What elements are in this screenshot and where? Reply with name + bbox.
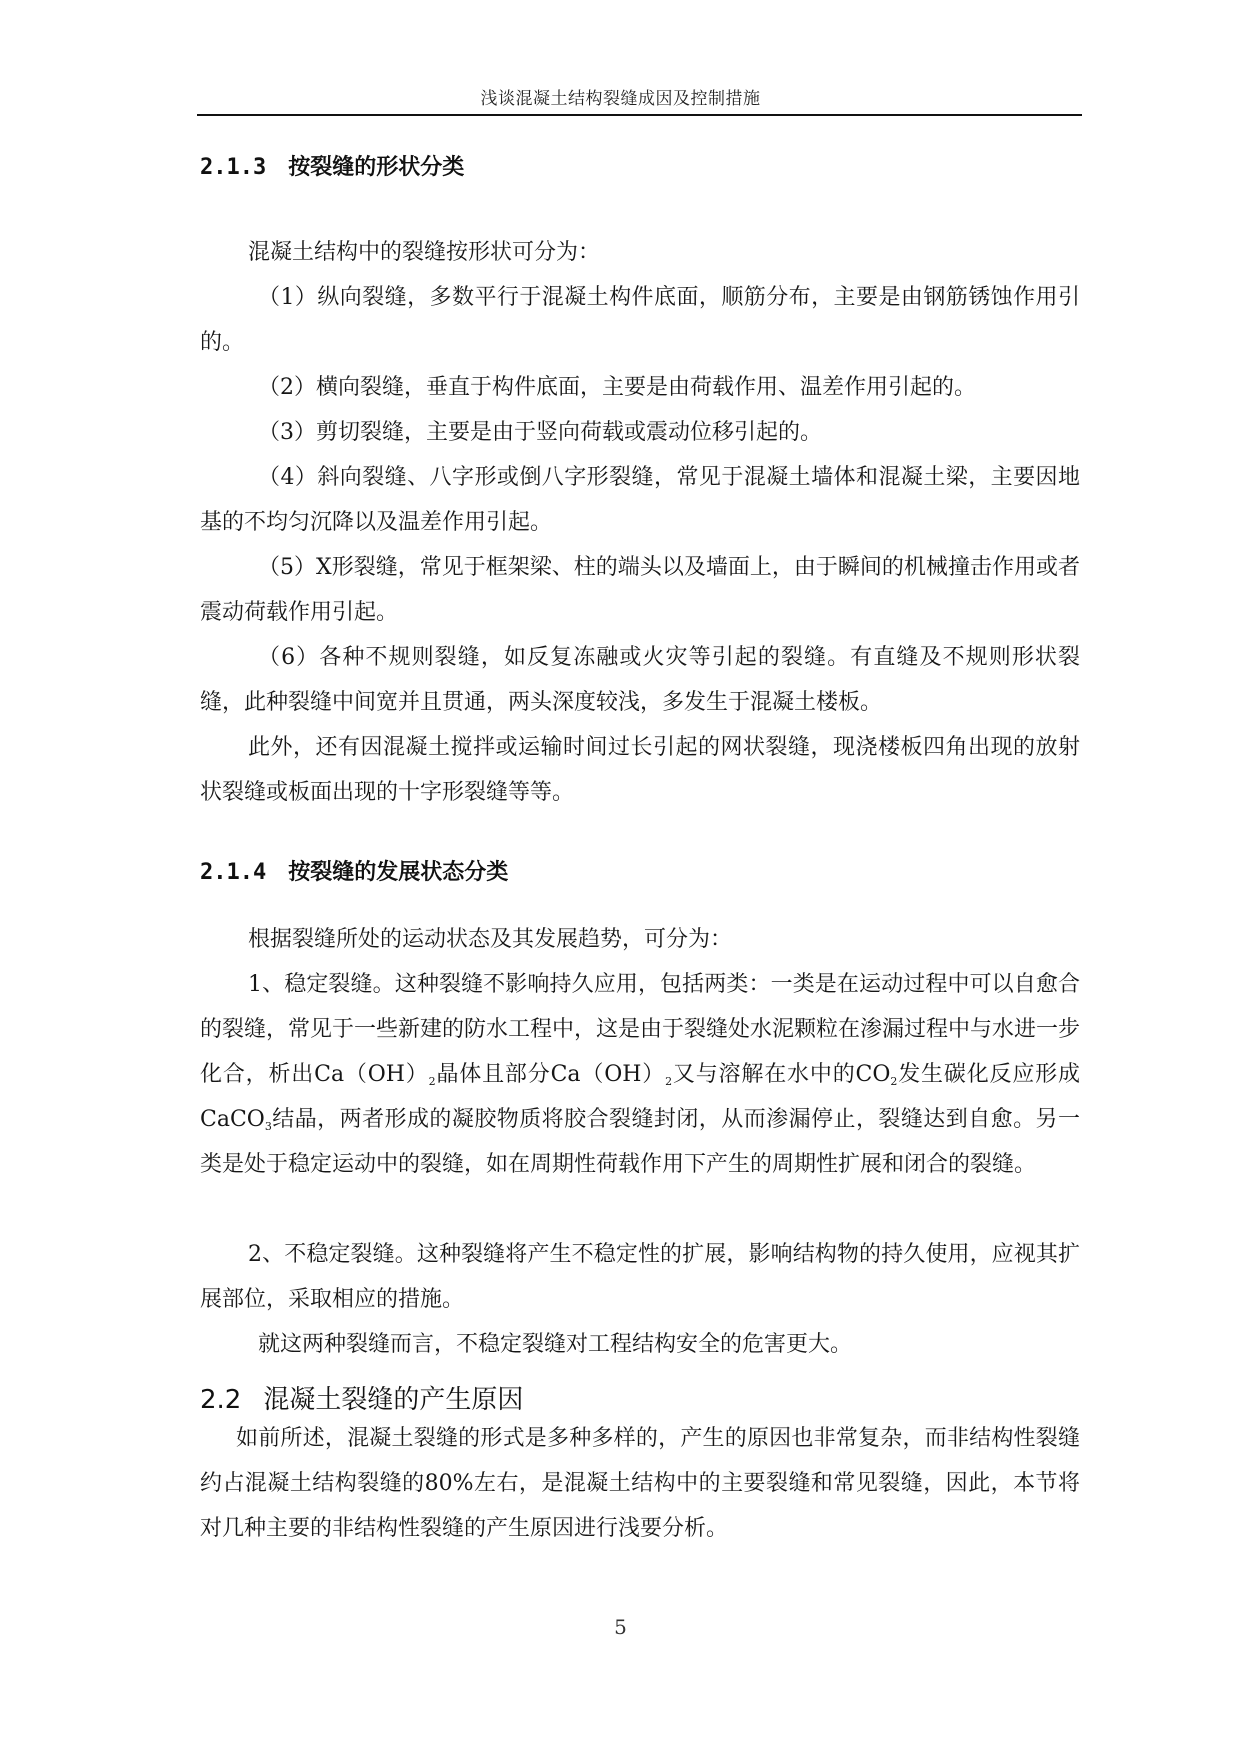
heading-number: 2.1.3 (200, 155, 267, 180)
subscript: 2 (890, 1075, 898, 1088)
list-item: （2）横向裂缝，垂直于构件底面，主要是由荷载作用、温差作用引起的。 (258, 375, 976, 400)
text-run: 1、稳定裂缝。这种裂缝不影响持久应用，包括两类：一类是在运动过程中可以自愈合的裂缝，常见于一些新建的防水工程中，这是由于裂缝处水泥颗粒在渗漏过程中与水进一步化合，析出Ca（OH） (200, 972, 1081, 1087)
heading-2-2 (200, 1379, 523, 1416)
heading-2-1-4 (200, 855, 508, 886)
subscript: 2 (428, 1075, 436, 1088)
list-item: （3）剪切裂缝，主要是由于竖向荷载或震动位移引起的。 (258, 420, 822, 445)
heading-number: 2.2 (200, 1385, 242, 1415)
subscript: 3 (264, 1120, 272, 1133)
heading-number: 2.1.4 (200, 860, 267, 885)
paragraph-unstable-crack: 2、不稳定裂缝。这种裂缝将产生不稳定性的扩展，影响结构物的持久使用，应视其扩展部位，采取相应的措施。 (200, 1242, 1080, 1312)
paragraph-body: 如前所述，混凝土裂缝的形式是多种多样的，产生的原因也非常复杂，而非结构性裂缝约占混凝土结构裂缝的80%左右，是混凝土结构中的主要裂缝和常见裂缝，因此，本节将对几种主要的非结构性裂缝的产生原因进行浅要分析。 (200, 1426, 1080, 1541)
subscript: 2 (665, 1075, 673, 1088)
text-run: 晶体且部分Ca（OH） (435, 1062, 666, 1087)
text-run: 结晶，两者形成的凝胶物质将胶合裂缝封闭，从而渗漏停止，裂缝达到自愈。另一类是处于稳定运动中的裂缝，如在周期性荷载作用下产生的周期性扩展和闭合的裂缝。 (200, 1107, 1080, 1177)
list-item: （1）纵向裂缝，多数平行于混凝土构件底面，顺筋分布，主要是由钢筋锈蚀作用引的。 (200, 285, 1080, 355)
list-item: （4）斜向裂缝、八字形或倒八字形裂缝，常见于混凝土墙体和混凝土梁，主要因地基的不均匀沉降以及温差作用引起。 (200, 465, 1080, 535)
header-rule (197, 114, 1082, 116)
heading-text: 按裂缝的发展状态分类 (288, 860, 509, 885)
list-item: （6）各种不规则裂缝，如反复冻融或火灾等引起的裂缝。有直缝及不规则形状裂缝，此种裂缝中间宽并且贯通，两头深度较浅，多发生于混凝土楼板。 (200, 645, 1080, 715)
paragraph-conclusion: 就这两种裂缝而言，不稳定裂缝对工程结构安全的危害更大。 (258, 1332, 853, 1357)
paragraph-intro: 混凝土结构中的裂缝按形状可分为： (248, 240, 601, 265)
list-item: （5）X形裂缝，常见于框架梁、柱的端头以及墙面上，由于瞬间的机械撞击作用或者震动荷载作用引起。 (200, 555, 1080, 625)
text-run: 又与溶解在水中的CO (672, 1062, 891, 1087)
paragraph-extra: 此外，还有因混凝土搅拌或运输时间过长引起的网状裂缝，现浇楼板四角出现的放射状裂缝或板面出现的十字形裂缝等等。 (200, 735, 1080, 805)
running-title: 浅谈混凝土结构裂缝成因及控制措施 (480, 89, 761, 109)
text-run: 发生碳化反应形成CaCO (200, 1062, 1081, 1132)
heading-text: 混凝土裂缝的产生原因 (263, 1385, 524, 1415)
heading-2-1-3 (200, 150, 464, 181)
heading-text: 按裂缝的形状分类 (288, 155, 465, 180)
paragraph-intro: 根据裂缝所处的运动状态及其发展趋势，可分为： (248, 927, 733, 952)
page-number: 5 (614, 1615, 627, 1639)
paragraph-stable-crack (200, 962, 1080, 1187)
